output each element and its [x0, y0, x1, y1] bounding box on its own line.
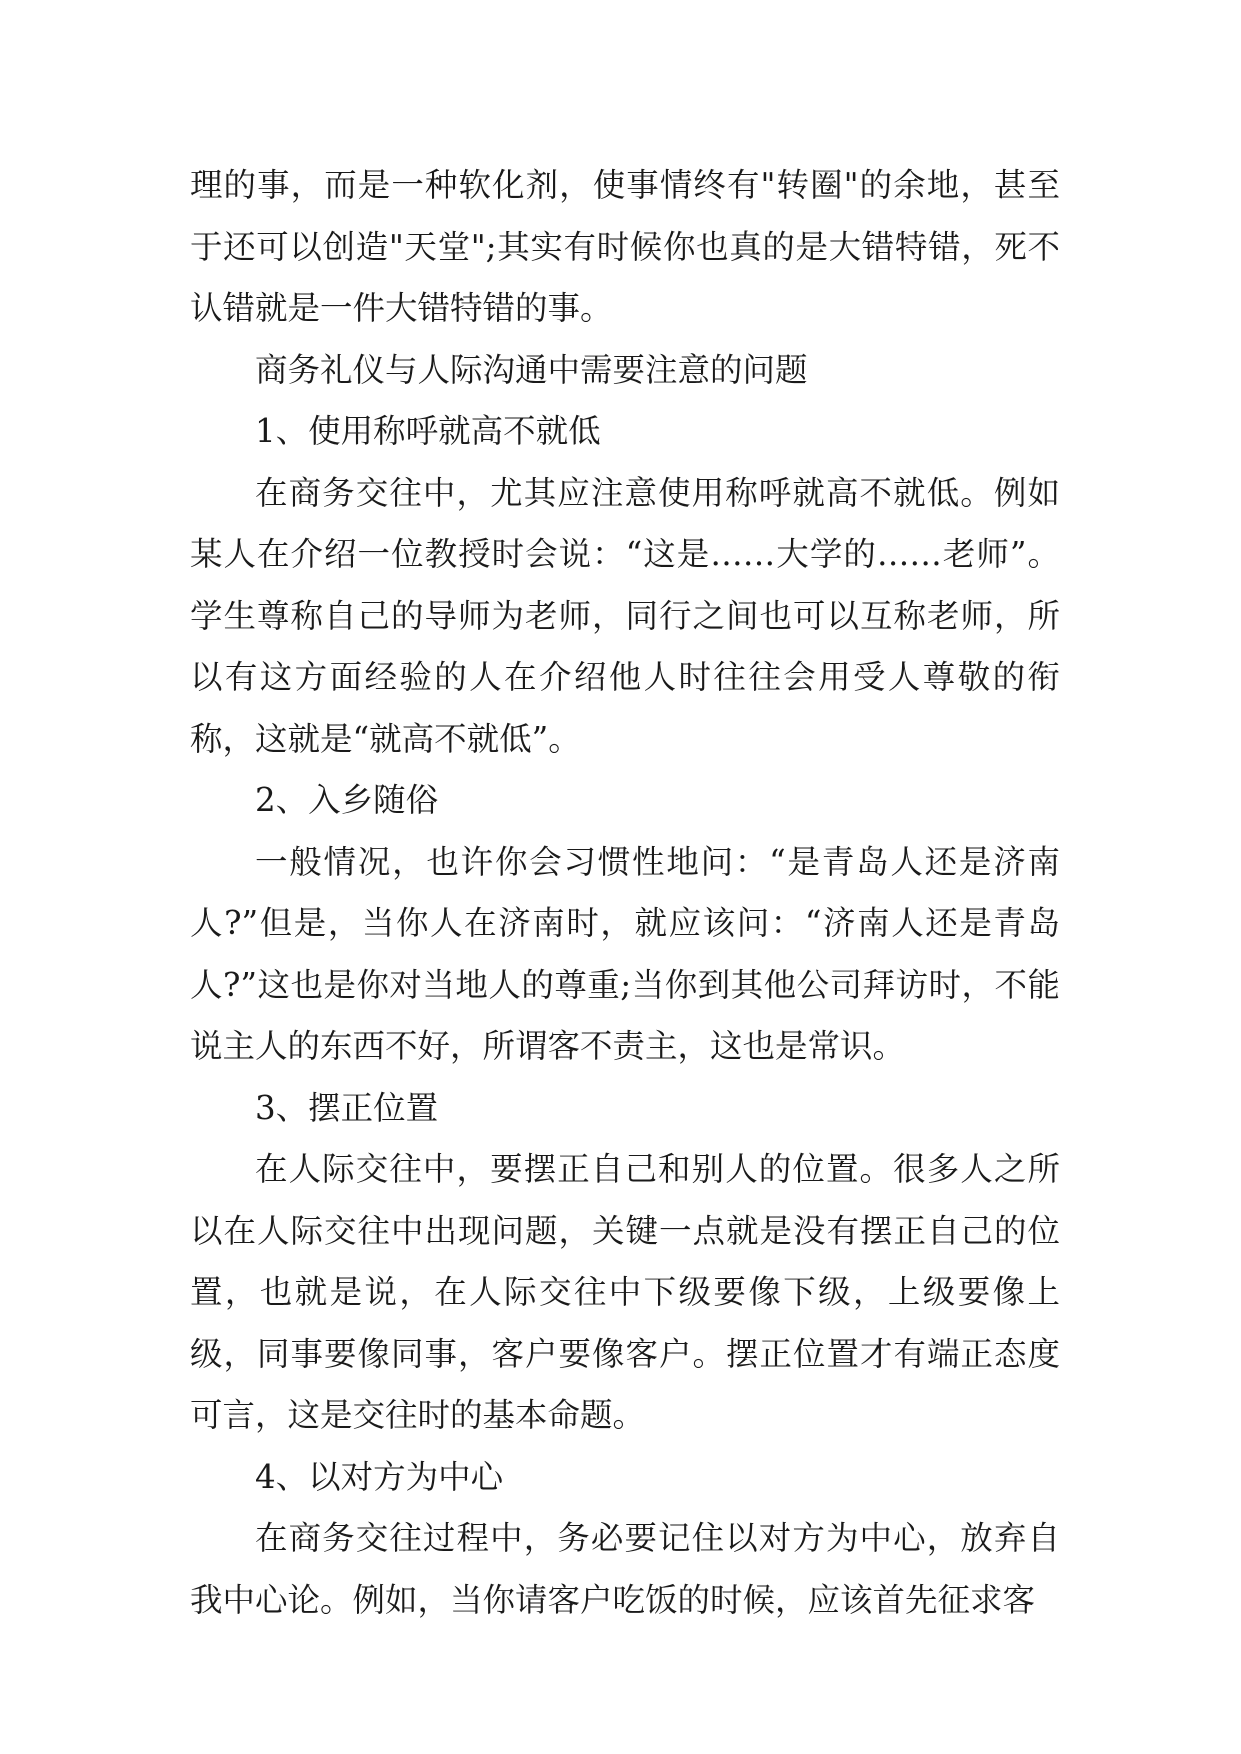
item-body-3: 在人际交往中，要摆正自己和别人的位置。很多人之所以在人际交往中出现问题，关键一点就是没有摆正自己的位置，也就是说，在人际交往中下级要像下级，上级要像上级，同事要像同事，客户要像客户。摆正位置才有端正态度可言，这是交往时的基本命题。 [190, 1150, 1060, 1434]
item-body-1: 在商务交往中，尤其应注意使用称呼就高不就低。例如某人在介绍一位教授时会说：“这是……大学的……老师”。学生尊称自己的导师为老师，同行之间也可以互称老师，所以有这方面经验的人在介绍他人时往往会用受人尊敬的衔称，这就是“就高不就低”。 [190, 473, 1060, 758]
item-heading-2: 2、入乡随俗 [255, 781, 439, 819]
item-heading-3: 3、摆正位置 [255, 1088, 439, 1127]
item-heading-4: 4、以对方为中心 [255, 1457, 504, 1496]
document-body [190, 155, 1060, 1631]
item-heading-1: 1、使用称呼就高不就低 [255, 412, 601, 450]
section-heading: 商务礼仪与人际沟通中需要注意的问题 [255, 350, 808, 389]
item-body-2: 一般情况，也许你会习惯性地问：“是青岛人还是济南人?”但是，当你人在济南时，就应该问：“济南人还是青岛人?”这也是你对当地人的尊重;当你到其他公司拜访时，不能说主人的东西不好，所谓客不责主，这也是常识。 [190, 842, 1060, 1065]
paragraph-continuation: 理的事，而是一种软化剂，使事情终有"转圈"的余地，甚至于还可以创造"天堂";其实有时候你也真的是大错特错，死不认错就是一件大错特错的事。 [190, 166, 1060, 327]
item-body-4: 在商务交往过程中，务必要记住以对方为中心，放弃自我中心论。例如，当你请客户吃饭的时候，应该首先征求客 [190, 1519, 1060, 1619]
